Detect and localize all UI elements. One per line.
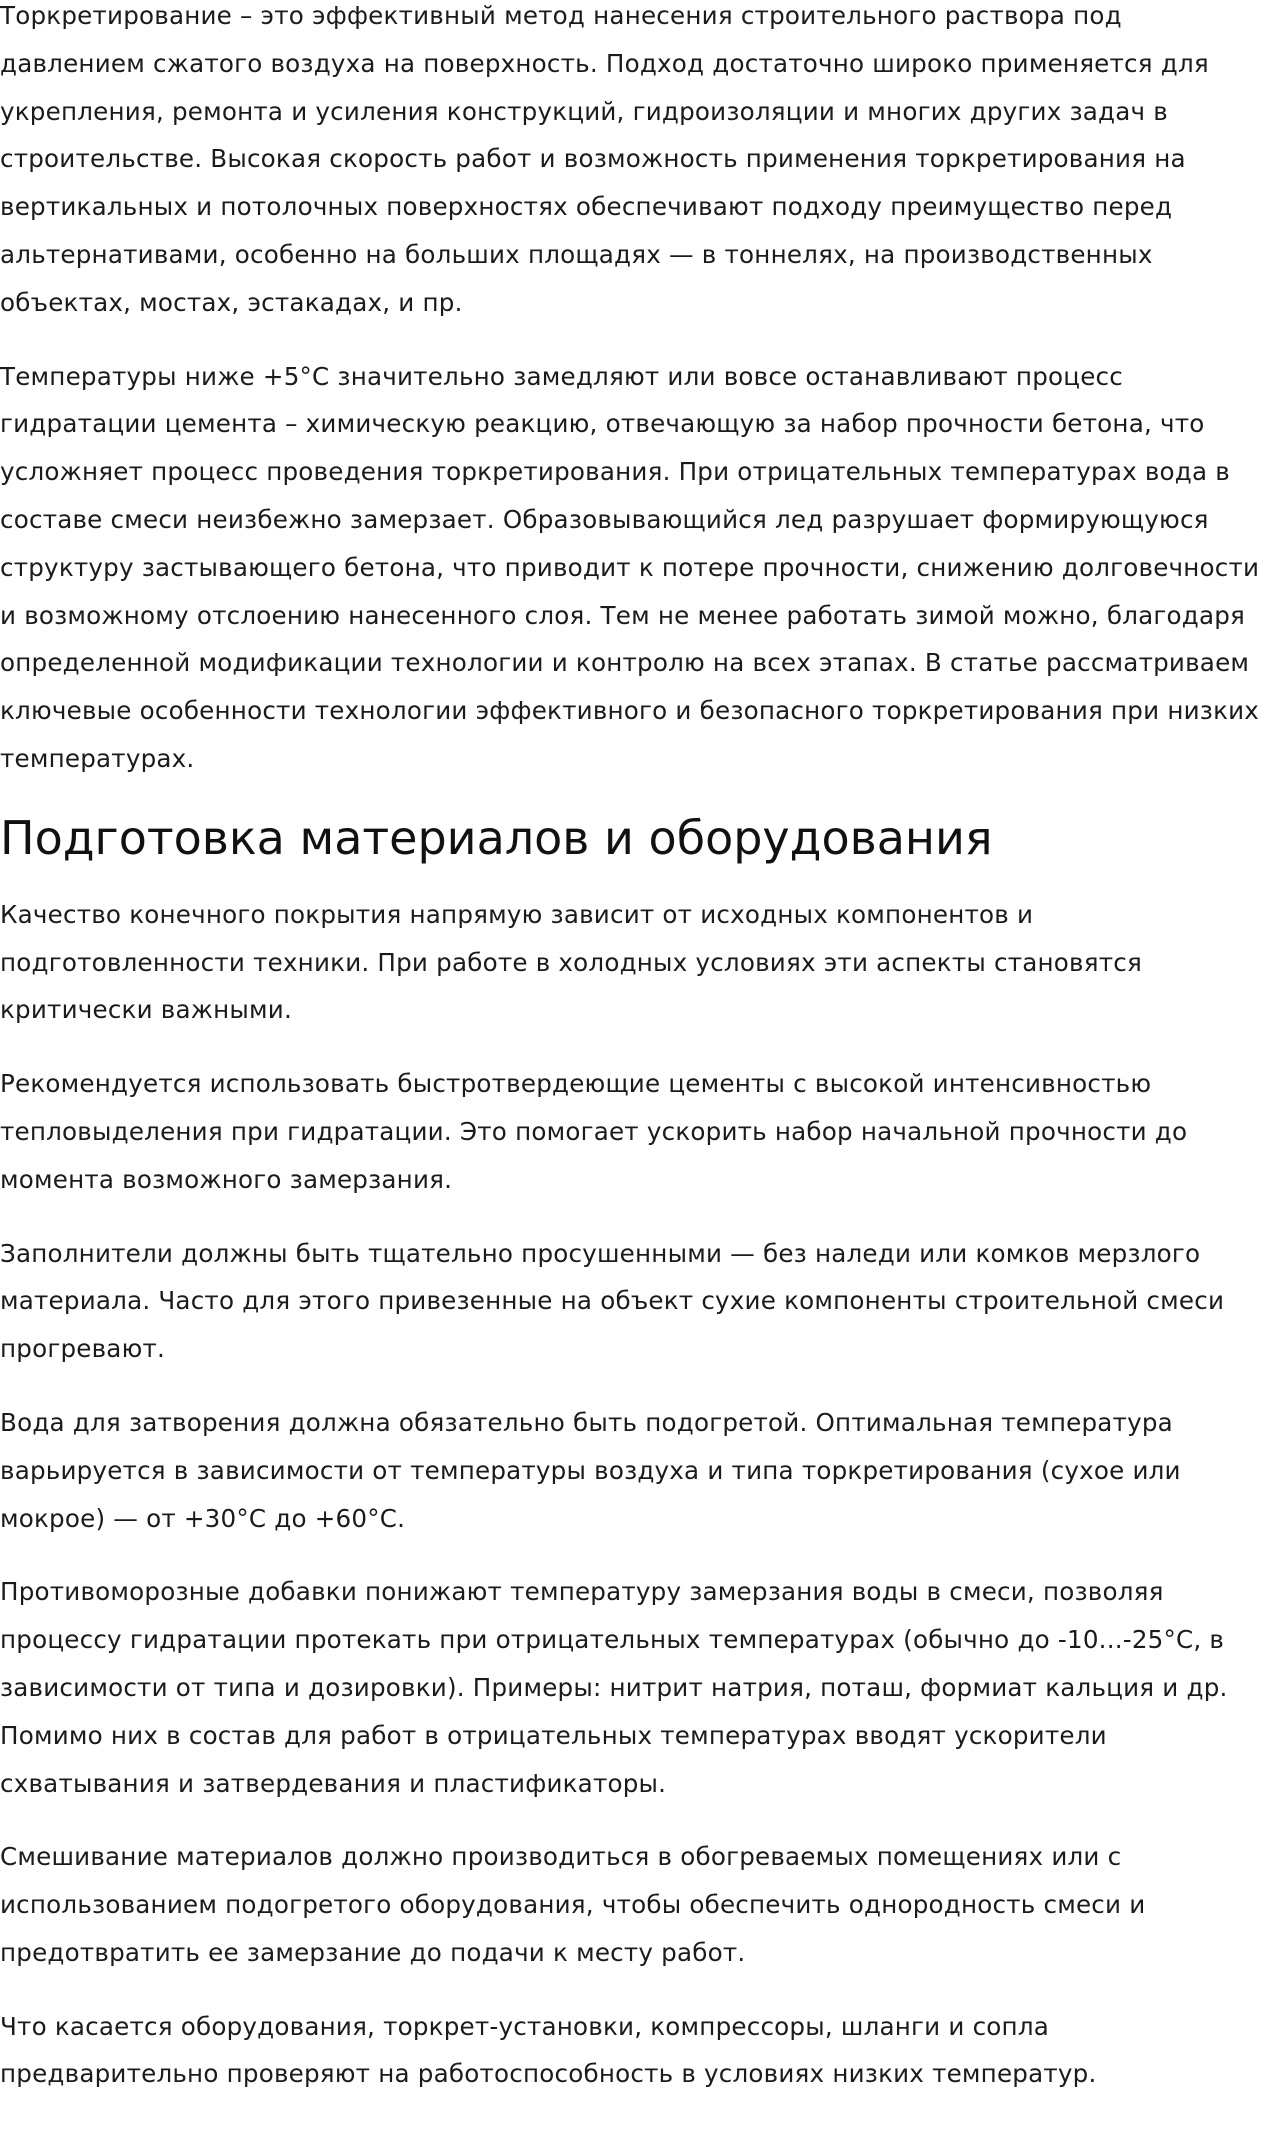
section-paragraph-7: Что касается оборудования, торкрет-установки, компрессоры, шланги и сопла предварительно проверяют на работоспособность в условиях низких температур. — [0, 2011, 1097, 2089]
section-paragraph-6: Смешивание материалов должно производиться в обогреваемых помещениях или с использованием подогретого оборудования, чтобы обеспечить однородность смеси и предотвратить ее замерзание до подачи к месту работ. — [0, 1842, 1146, 1967]
section-heading: Подготовка материалов и оборудования — [0, 810, 993, 865]
section-paragraph-1: Качество конечного покрытия напрямую зависит от исходных компонентов и подготовленности техники. При работе в холодных условиях эти аспекты становятся критически важными. — [0, 899, 1142, 1025]
section-paragraph-4: Вода для затворения должна обязательно быть подогретой. Оптимальная температура варьируется в зависимости от температуры воздуха и типа торкретирования (сухое или мокрое) — от +30°C до +60°C. — [0, 1407, 1181, 1533]
intro-paragraph-1: Торкретирование – это эффективный метод нанесения строительного раствора под давлением сжатого воздуха на поверхность. Подход достаточно широко применяется для укрепления, ремонта и усиления конструкций, гидроизоляции и многих других задач в строительстве. Высокая скорость работ и возможность применения торкретирования на вертикальных и потолочных поверхностях обеспечивают подходу преимущество перед альтернативами, особенно на больших площадях — в тоннелях, на производственных объектах, мостах, эстакадах, и пр. — [0, 1, 1209, 317]
section-paragraph-3: Заполнители должны быть тщательно просушенными — без наледи или комков мерзлого материала. Часто для этого привезенные на объект сухие компоненты строительной смеси прогревают. — [0, 1238, 1225, 1364]
intro-paragraph-2: Температуры ниже +5°C значительно замедляют или вовсе останавливают процесс гидратации цемента – химическую реакцию, отвечающую за набор прочности бетона, что усложняет процесс проведения торкретирования. При отрицательных температурах вода в составе смеси неизбежно замерзает. Образовывающийся лед разрушает формирующуюся структуру застывающего бетона, что приводит к потере прочности, снижению долговечности и возможному отслоению нанесенного слоя. Тем не менее работать зимой можно, благодаря определенной модификации технологии и контролю на всех этапах. В статье рассматриваем ключевые особенности технологии эффективного и безопасного торкретирования при низких температурах. — [0, 361, 1260, 773]
section-paragraph-5: Противоморозные добавки понижают температуру замерзания воды в смеси, позволяя процессу гидратации протекать при отрицательных температурах (обычно до -10...-25°C, в зависимости от типа и дозировки). Примеры: нитрит натрия, поташ, формиат кальция и др. Помимо них в состав для работ в отрицательных температурах вводят ускорители схватывания и затвердевания и пластификаторы. — [0, 1577, 1228, 1798]
section-paragraph-2: Рекомендуется использовать быстротвердеющие цементы с высокой интенсивностью тепловыделения при гидратации. Это помогает ускорить набор начальной прочности до момента возможного замерзания. — [0, 1069, 1188, 1194]
